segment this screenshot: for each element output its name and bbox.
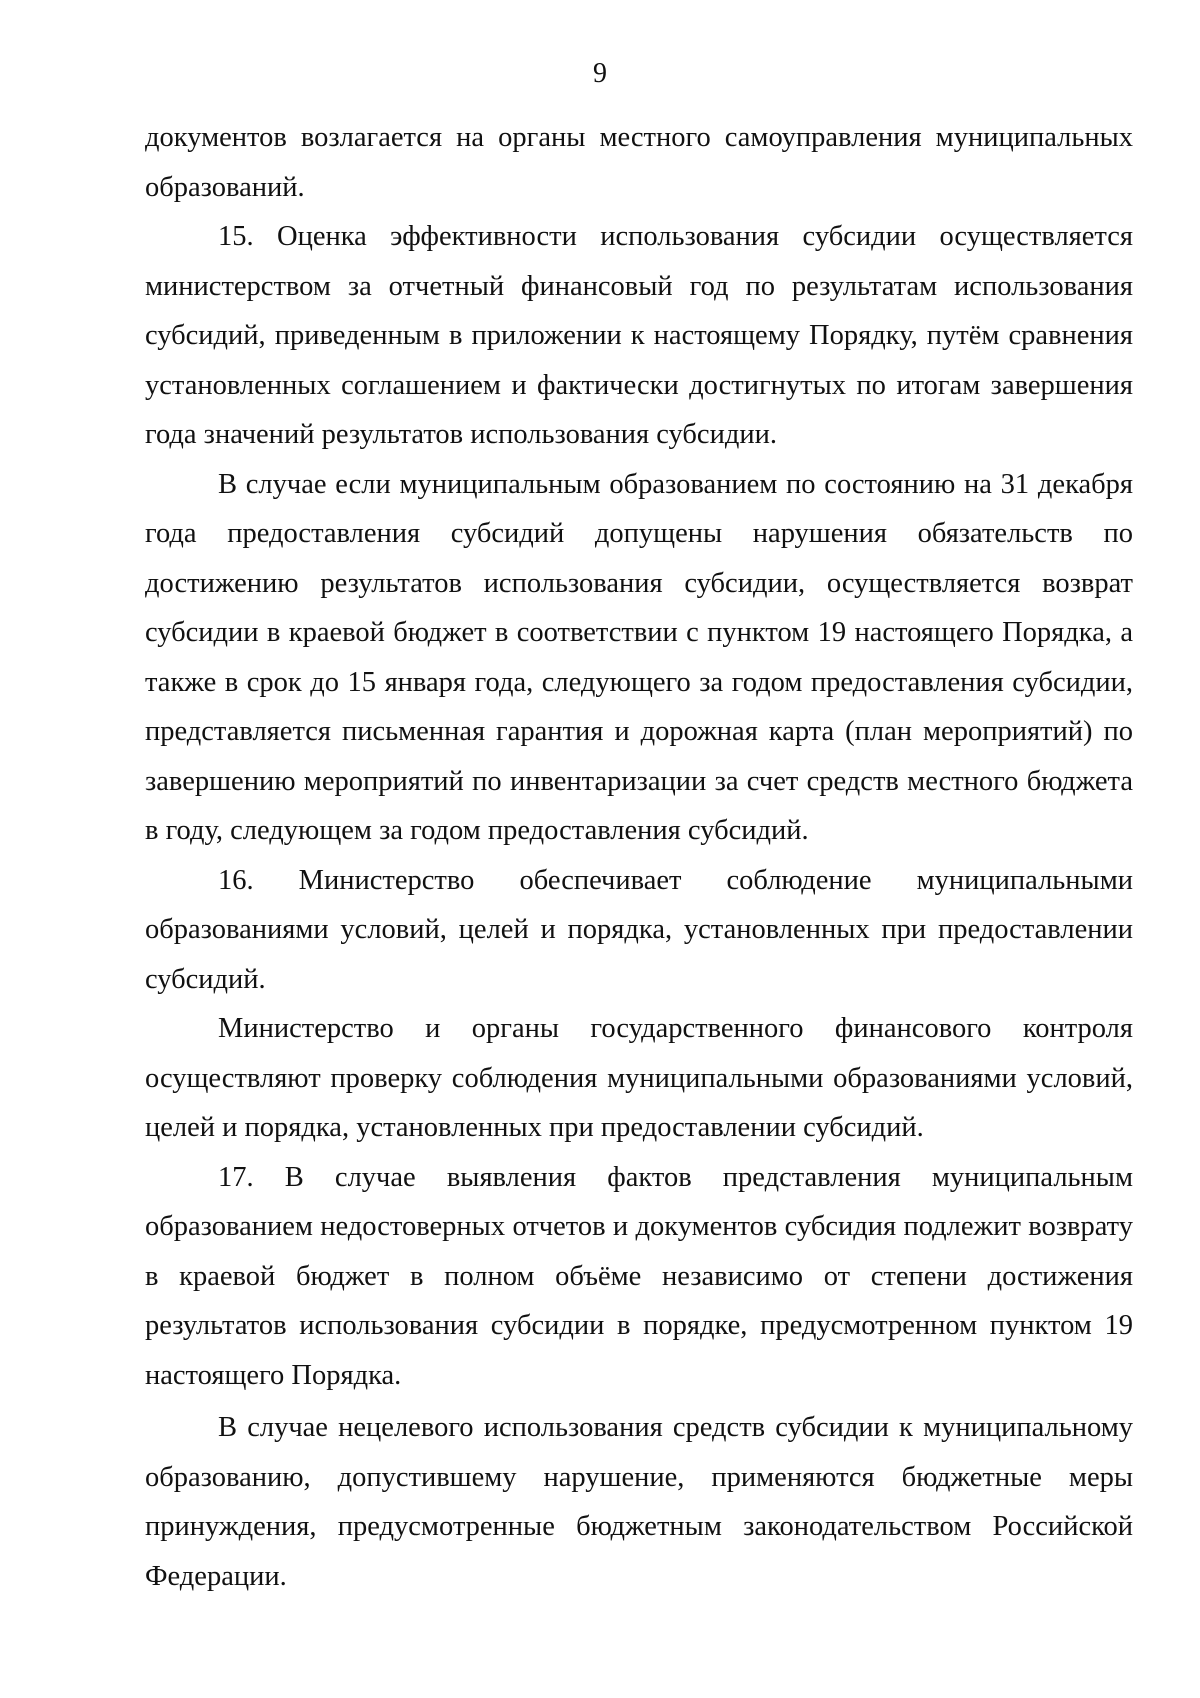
document-body xyxy=(145,113,1133,1601)
paragraph-item-15: 15. Оценка эффективности использования субсидии осуществляется министерством за отчетный финансовый год по результатам использования субсидий, приведенным в приложении к настоящему Порядку, путём сравнения установленных соглашением и фактически достигнутых по итогам завершения года значений результатов использования субсидии. xyxy=(145,221,1133,450)
paragraph-item-16-control: Министерство и органы государственного финансового контроля осуществляют проверку соблюдения муниципальными образованиями условий, целей и порядка, установленных при предоставлении субсидий. xyxy=(145,1013,1133,1143)
paragraph-item-17-misuse: В случае нецелевого использования средств субсидии к муниципальному образованию, допустившему нарушение, применяются бюджетные меры принуждения, предусмотренные бюджетным законодательством Российской Федерации. xyxy=(145,1412,1133,1592)
paragraph-item-15-refund: В случае если муниципальным образованием по состоянию на 31 декабря года предоставления субсидий допущены нарушения обязательств по достижению результатов использования субсидии, осуществляется возврат субсидии в краевой бюджет в соответствии с пунктом 19 настоящего Порядка, а также в срок до 15 января года, следующего за годом предоставления субсидии, представляется письменная гарантия и дорожная карта (план мероприятий) по завершению мероприятий по инвентаризации за счет средств местного бюджета в году, следующем за годом предоставления субсидий. xyxy=(145,468,1133,846)
paragraph-item-17: 17. В случае выявления фактов представления муниципальным образованием недостоверных отчетов и документов субсидия подлежит возврату в краевой бюджет в полном объёме независимо от степени достижения результатов использования субсидии в порядке, предусмотренном пунктом 19 настоящего Порядка. xyxy=(145,1161,1133,1391)
page-number: 9 xyxy=(593,58,607,89)
paragraph-item-16: 16. Министерство обеспечивает соблюдение муниципальными образованиями условий, целей и порядка, установленных при предоставлении субсидий. xyxy=(145,864,1133,995)
paragraph-continuation: документов возлагается на органы местного самоуправления муниципальных образований. xyxy=(145,122,1133,203)
